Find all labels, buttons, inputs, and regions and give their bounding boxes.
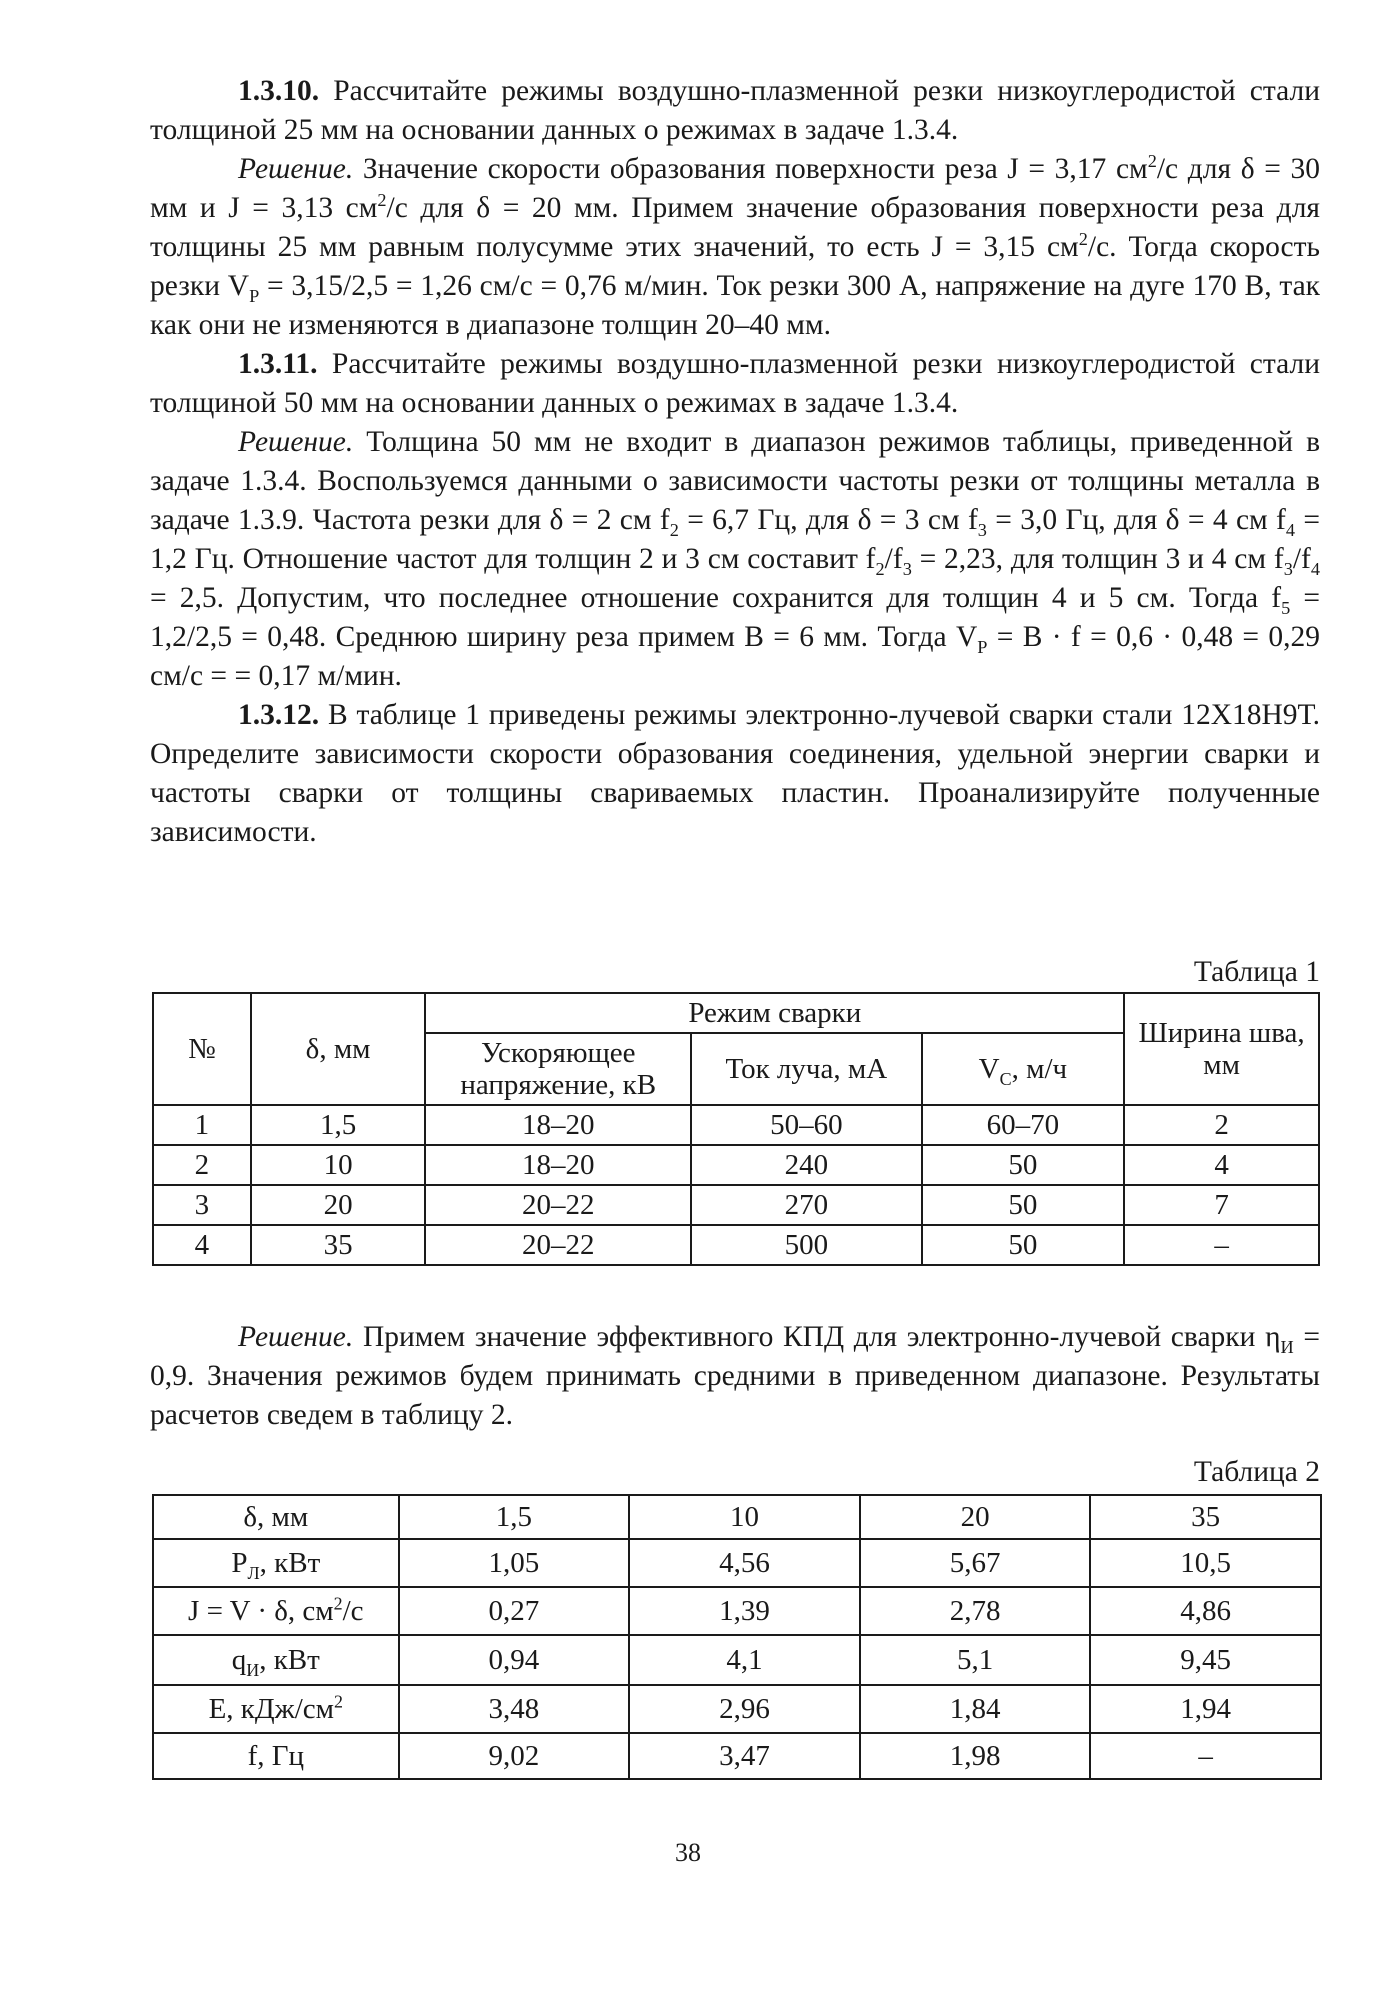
- table-cell: 20–22: [425, 1185, 691, 1225]
- table-cell: 7: [1124, 1185, 1319, 1225]
- table-cell: 18–20: [425, 1105, 691, 1145]
- row-header: $Р_Л$, кВт: [153, 1539, 399, 1587]
- problem-text: Рассчитайте режимы воздушно-плазменной резки низкоуглеродистой стали толщиной 50 мм на основании данных о режимах в задаче 1.3.4.: [150, 348, 1320, 419]
- table-cell: 10: [629, 1495, 860, 1539]
- table-1-caption: Таблица 1: [1193, 956, 1320, 988]
- table-cell: 5,67: [860, 1539, 1091, 1587]
- table-cell: 1,5: [251, 1105, 426, 1145]
- table-2: [152, 1494, 1322, 1780]
- column-header: Ток луча, мА: [691, 1033, 922, 1105]
- table-row: [153, 1539, 1321, 1587]
- table-row: [153, 1635, 1321, 1685]
- table-row: [153, 1185, 1319, 1225]
- table-cell: 10,5: [1090, 1539, 1321, 1587]
- table-cell: 4,86: [1090, 1587, 1321, 1635]
- table-cell: 10: [251, 1145, 426, 1185]
- row-header: δ, мм: [153, 1495, 399, 1539]
- table-cell: 240: [691, 1145, 922, 1185]
- table-1: [152, 992, 1320, 1266]
- problem-text: В таблице 1 приведены режимы электронно-лучевой сварки стали 12Х18Н9Т. Определите зависимости скорости образования соединения, удельной энергии сварки и частоты сварки от толщины свариваемых пластин. Проанализируйте полученные зависимости.: [150, 699, 1320, 848]
- table-1-header-row: [153, 993, 1319, 1033]
- problem-1-3-11: [150, 345, 1320, 423]
- table-cell: 500: [691, 1225, 922, 1265]
- table-cell: 20: [860, 1495, 1091, 1539]
- table-cell: 0,27: [399, 1587, 630, 1635]
- table-cell: 1,39: [629, 1587, 860, 1635]
- text-lower: [150, 1318, 1320, 1435]
- table-cell: 2,96: [629, 1685, 860, 1733]
- solution-label: Решение.: [238, 1321, 354, 1353]
- table-cell: 1,84: [860, 1685, 1091, 1733]
- solution-label: Решение.: [238, 426, 354, 458]
- table-row: [153, 1495, 1321, 1539]
- solution-1-3-10: Решение. Значение скорости образования поверхности реза J = 3,17 $см^2/с$ для δ = 30 мм и J = 3,13 $см^2/с$ для δ = 20 мм. Примем значение образования поверхности реза для толщины 25 мм равным полусумме этих значений, то есть J = 3,15 $см^2/с$. Тогда скорость резки $V_Р = 3,15/2,5 = 1,26$ см/с = 0,76 м/мин. Ток резки 300 А, напряжение на дуге 170 В, так как они не изменяются в диапазоне толщин 20–40 мм.: [150, 151, 1321, 341]
- problem-number: 1.3.11.: [238, 348, 318, 380]
- table-cell: 3: [153, 1185, 251, 1225]
- table-cell: 1,5: [399, 1495, 630, 1539]
- table-cell: 3,47: [629, 1733, 860, 1779]
- column-header: Ускоряющее напряжение, кВ: [425, 1033, 691, 1105]
- table-cell: 5,1: [860, 1635, 1091, 1685]
- table-cell: –: [1124, 1225, 1319, 1265]
- column-header: $V_С$, м/ч: [922, 1033, 1125, 1105]
- row-header: J = V · δ, $см^2/с$: [153, 1587, 399, 1635]
- table-cell: 50–60: [691, 1105, 922, 1145]
- table-cell: 20–22: [425, 1225, 691, 1265]
- table-cell: 1,98: [860, 1733, 1091, 1779]
- column-group-header: Режим сварки: [425, 993, 1124, 1033]
- table-cell: 0,94: [399, 1635, 630, 1685]
- table-row: [153, 1225, 1319, 1265]
- row-header: f, Гц: [153, 1733, 399, 1779]
- problem-number: 1.3.10.: [238, 75, 320, 107]
- row-header: $q_И$, кВт: [153, 1635, 399, 1685]
- table-cell: 1,94: [1090, 1685, 1321, 1733]
- column-header: Ширина шва, мм: [1124, 993, 1319, 1105]
- table-cell: 4,1: [629, 1635, 860, 1685]
- table-cell: 50: [922, 1185, 1125, 1225]
- row-header: Е, кДж/$см^2$: [153, 1685, 399, 1733]
- column-header: δ, мм: [251, 993, 426, 1105]
- table-row: [153, 1733, 1321, 1779]
- table-cell: 35: [1090, 1495, 1321, 1539]
- table-cell: 2,78: [860, 1587, 1091, 1635]
- problem-text: Рассчитайте режимы воздушно-плазменной резки низкоуглеродистой стали толщиной 25 мм на основании данных о режимах в задаче 1.3.4.: [150, 75, 1321, 146]
- table-row: [153, 1145, 1319, 1185]
- table-cell: 20: [251, 1185, 426, 1225]
- table-cell: 9,02: [399, 1733, 630, 1779]
- text-upper: [150, 72, 1320, 852]
- table-2-caption: Таблица 2: [1193, 1456, 1320, 1488]
- solution-label: Решение.: [238, 153, 354, 185]
- table-cell: –: [1090, 1733, 1321, 1779]
- table-row: [153, 1685, 1321, 1733]
- problem-1-3-12: [150, 696, 1320, 852]
- problem-number: 1.3.12.: [238, 699, 320, 731]
- table-cell: 2: [1124, 1105, 1319, 1145]
- table-cell: 18–20: [425, 1145, 691, 1185]
- table-cell: 270: [691, 1185, 922, 1225]
- table-cell: 2: [153, 1145, 251, 1185]
- table-cell: 4: [1124, 1145, 1319, 1185]
- solution-1-3-12: Решение. Примем значение эффективного КПД для электронно-лучевой сварки $\eta_И = 0,9$. Значения режимов будем принимать средними в приведенном диапазоне. Результаты расчетов сведем в таблицу 2.: [150, 1321, 1320, 1431]
- column-header: №: [153, 993, 251, 1105]
- problem-1-3-10: [150, 72, 1320, 150]
- table-cell: 50: [922, 1225, 1125, 1265]
- table-cell: 9,45: [1090, 1635, 1321, 1685]
- table-cell: 50: [922, 1145, 1125, 1185]
- table-cell: 4,56: [629, 1539, 860, 1587]
- table-row: [153, 1587, 1321, 1635]
- page-number: 38: [675, 1838, 701, 1867]
- table-cell: 60–70: [922, 1105, 1125, 1145]
- table-cell: 4: [153, 1225, 251, 1265]
- table-row: [153, 1105, 1319, 1145]
- table-cell: 35: [251, 1225, 426, 1265]
- table-cell: 3,48: [399, 1685, 630, 1733]
- solution-1-3-11: Решение. Толщина 50 мм не входит в диапазон режимов таблицы, приведенной в задаче 1.3.4. Воспользуемся данными о зависимости частоты резки от толщины металла в задаче 1.3.9. Частота резки для δ = 2 см $f_2 = 6,7$ Гц, для δ = 3 см $f_3 = 3,0$ Гц, для δ = 4 см $f_4 = 1,2$ Гц. Отношение частот для толщин 2 и 3 см составит $f_2/f_3 = 2,23$, для толщин 3 и 4 см $f_3/f_4 = 2,5$. Допустим, что последнее отношение сохранится для толщин 4 и 5 см. Тогда $f_5 = 1,2/2,5 = 0,48$. Среднюю ширину реза примем B = 6 мм. Тогда $V_Р = B \cdot f = 0,6 \cdot 0,48 = 0,29$ см/с = = 0,17 м/мин.: [150, 426, 1321, 692]
- table-cell: 1: [153, 1105, 251, 1145]
- table-cell: 1,05: [399, 1539, 630, 1587]
